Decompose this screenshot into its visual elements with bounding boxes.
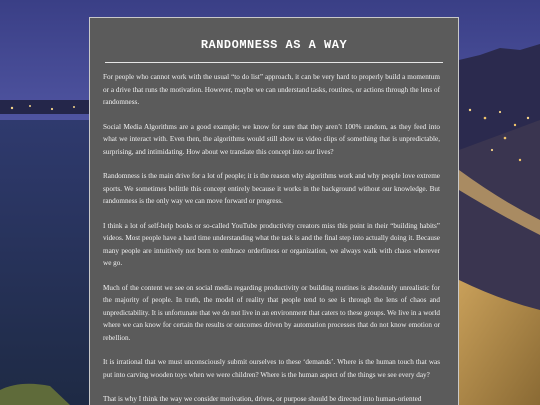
article-title: RANDOMNESS AS A WAY xyxy=(200,38,348,52)
article-paragraph: I think a lot of self-help books or so-called YouTube productivity creators miss this point in their “building habits” videos. Most people have a hard time understanding what the task is and the final step into actually doing it. Because many people are intuitively not born to embrace orderliness or organization, we always walk with chaos wherever we go. xyxy=(103,221,440,267)
article-paragraph: For people who cannot work with the usual “to do list” approach, it can be very hard to properly build a momentum or a drive that runs the motivation. However, maybe we can understand tasks, routines, or actions through the lens of randomness. xyxy=(103,73,440,106)
article-paragraph: That is why I think the way we consider motivation, drives, or purpose should be directed into human-oriented xyxy=(103,395,422,403)
article-body xyxy=(90,63,458,405)
article-paragraph: Randomness is the main drive for a lot of people; it is the reason why algorithms work and why people love extreme sports. We sometimes belittle this concept entirely because it works in the background without our knowledge. But randomness is the only way we can move forward or progress. xyxy=(103,172,440,205)
article-paragraph: Much of the content we see on social media regarding productivity or building routines is absolutely unrealistic for the majority of people. In truth, the model of reality that people tend to see is through the lens of chaos and unpredictability. It is unfortunate that we do not live in an environment that caters to these groups. We live in a world where we can know for certain the results or outcomes driven by automation processes that do not know emotion or rebellion. xyxy=(103,283,440,342)
article-paragraph: It is irrational that we must unconsciously submit ourselves to these ‘demands’. Where is the human touch that was put into carving wooden toys when we were children? Where is the human aspect of the things we see every day? xyxy=(103,358,440,379)
article-panel xyxy=(89,17,459,405)
article-paragraph: Social Media Algorithms are a good example; we know for sure that they aren’t 100% random, as they feed into what we interact with. Even then, the algorithms would still show us video clips of something that is unpredictable, surprising, and intimidating. How about we translate this concept into our lives? xyxy=(103,122,440,156)
